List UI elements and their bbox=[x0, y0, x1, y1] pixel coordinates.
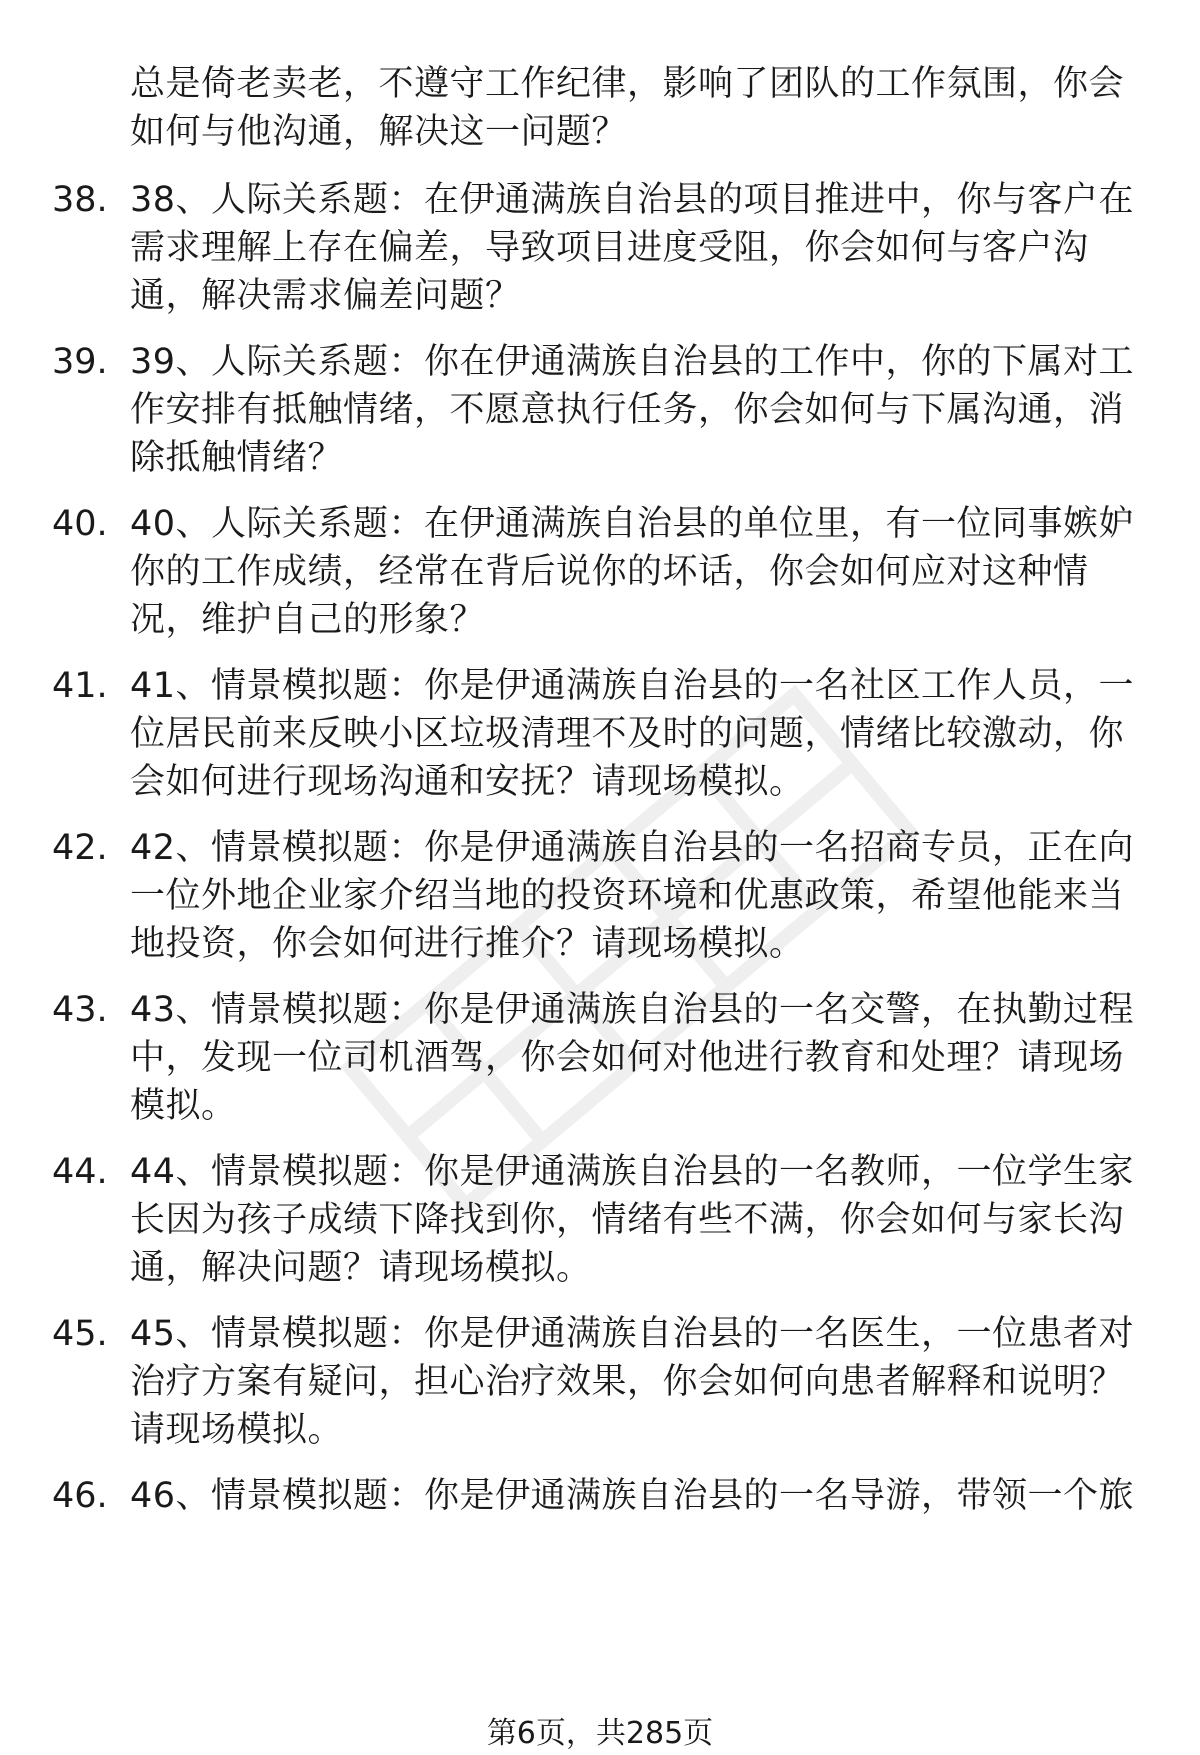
question-number: 38. bbox=[52, 180, 108, 220]
question-text: 45、情景模拟题：你是伊通满族自治县的一名医生，一位患者对治疗方案有疑问，担心治疗效果，你会如何向患者解释和说明？请现场模拟。 bbox=[130, 1314, 1135, 1450]
question-text: 40、人际关系题：在伊通满族自治县的单位里，有一位同事嫉妒你的工作成绩，经常在背后说你的坏话，你会如何应对这种情况，维护自己的形象？ bbox=[130, 504, 1135, 640]
question-number: 43. bbox=[52, 990, 108, 1030]
question-text: 42、情景模拟题：你是伊通满族自治县的一名招商专员，正在向一位外地企业家介绍当地的投资环境和优惠政策，希望他能来当地投资，你会如何进行推介？请现场模拟。 bbox=[130, 828, 1135, 964]
question-number: 45. bbox=[52, 1314, 108, 1354]
question-text: 44、情景模拟题：你是伊通满族自治县的一名教师，一位学生家长因为孩子成绩下降找到你，情绪有些不满，你会如何与家长沟通，解决问题？请现场模拟。 bbox=[130, 1152, 1135, 1288]
question-text: 38、人际关系题：在伊通满族自治县的项目推进中，你与客户在需求理解上存在偏差，导致项目进度受阻，你会如何与客户沟通，解决需求偏差问题？ bbox=[130, 180, 1135, 316]
question-text: 46、情景模拟题：你是伊通满族自治县的一名导游，带领一个旅 bbox=[130, 1476, 1135, 1516]
page-footer: 第6页，共285页 bbox=[486, 1716, 714, 1751]
question-number: 40. bbox=[52, 504, 108, 544]
question-text: 43、情景模拟题：你是伊通满族自治县的一名交警，在执勤过程中，发现一位司机酒驾，你会如何对他进行教育和处理？请现场模拟。 bbox=[130, 990, 1135, 1126]
question-text: 41、情景模拟题：你是伊通满族自治县的一名社区工作人员，一位居民前来反映小区垃圾清理不及时的问题，情绪比较激动，你会如何进行现场沟通和安抚？请现场模拟。 bbox=[130, 666, 1135, 802]
question-text: 39、人际关系题：你在伊通满族自治县的工作中，你的下属对工作安排有抵触情绪，不愿意执行任务，你会如何与下属沟通，消除抵触情绪？ bbox=[130, 342, 1135, 478]
question-number: 42. bbox=[52, 828, 108, 868]
question-number: 41. bbox=[52, 666, 108, 706]
question-number: 44. bbox=[52, 1152, 108, 1192]
intro-paragraph: 总是倚老卖老，不遵守工作纪律，影响了团队的工作氛围，你会如何与他沟通，解决这一问题？ bbox=[130, 64, 1125, 152]
question-number: 46. bbox=[52, 1476, 108, 1516]
question-number: 39. bbox=[52, 342, 108, 382]
